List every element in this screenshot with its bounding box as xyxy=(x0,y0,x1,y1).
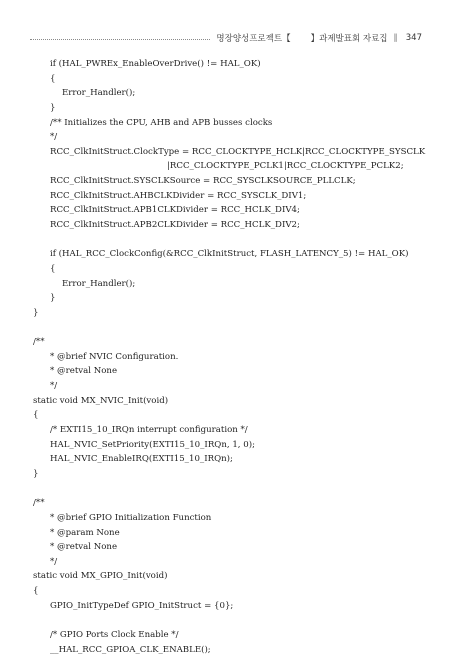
code-line: if (HAL_RCC_ClockConfig(&RCC_ClkInitStruct, FLASH_LATENCY_5) != HAL_OK) xyxy=(50,249,409,260)
header-title-right: 】과제발표회 자료집 xyxy=(310,34,388,44)
code-line: if (HAL_PWREx_EnableOverDrive() != HAL_OK) xyxy=(50,59,261,69)
code-line: /** xyxy=(33,337,45,348)
code-line: RCC_ClkInitStruct.AHBCLKDivider = RCC_SYSCLK_DIV1; xyxy=(50,190,307,201)
code-line: } xyxy=(33,307,39,318)
code-line: /* GPIO Ports Clock Enable */ xyxy=(50,629,179,640)
code-line: * @retval None xyxy=(50,366,118,377)
code-line: HAL_NVIC_EnableIRQ(EXTI15_10_IRQn); xyxy=(50,454,233,465)
code-line xyxy=(33,613,433,628)
header-separator: ∥ xyxy=(393,33,398,43)
code-line: /** xyxy=(33,498,45,509)
code-line: */ xyxy=(50,381,58,392)
code-line: { xyxy=(33,410,39,421)
code-line: RCC_ClkInitStruct.APB1CLKDivider = RCC_HCLK_DIV4; xyxy=(50,205,300,216)
code-line: GPIO_InitTypeDef GPIO_InitStruct = {0}; xyxy=(50,600,234,611)
code-line: /** Initializes the CPU, AHB and APB busses clocks xyxy=(50,117,273,128)
code-line: * @param None xyxy=(50,527,120,538)
code-line: static void MX_NVIC_Init(void) xyxy=(33,395,169,406)
code-line: RCC_ClkInitStruct.APB2CLKDivider = RCC_HCLK_DIV2; xyxy=(50,220,300,231)
code-line xyxy=(33,321,433,336)
code-line: { xyxy=(50,73,56,84)
code-line: Error_Handler(); xyxy=(62,278,136,289)
code-listing xyxy=(33,57,433,657)
code-line: RCC_ClkInitStruct.SYSCLKSource = RCC_SYSCLKSOURCE_PLLCLK; xyxy=(50,176,356,187)
code-line: } xyxy=(50,293,56,304)
code-line: */ xyxy=(50,132,58,143)
code-line: Error_Handler(); xyxy=(62,88,136,99)
code-line: * @brief NVIC Configuration. xyxy=(50,351,179,362)
code-line xyxy=(33,233,433,248)
code-line: |RCC_CLOCKTYPE_PCLK1|RCC_CLOCKTYPE_PCLK2; xyxy=(167,161,404,172)
header-title-left: 명장양성프로젝트【 xyxy=(216,34,291,44)
page-number: 347 xyxy=(405,33,422,43)
code-line: { xyxy=(50,263,56,274)
code-line: } xyxy=(50,102,56,113)
code-line: * @brief GPIO Initialization Function xyxy=(50,512,212,523)
header-leader-dots xyxy=(30,39,210,40)
code-line: HAL_NVIC_SetPriority(EXTI15_10_IRQn, 1, 0); xyxy=(50,439,255,450)
code-line: static void MX_GPIO_Init(void) xyxy=(33,571,168,582)
code-line: */ xyxy=(50,556,58,567)
code-line: { xyxy=(33,586,39,597)
code-line: __HAL_RCC_GPIOA_CLK_ENABLE(); xyxy=(50,644,211,655)
code-line: } xyxy=(33,468,39,479)
code-line: /* EXTI15_10_IRQn interrupt configuration */ xyxy=(50,425,248,436)
code-line: * @retval None xyxy=(50,542,118,553)
code-line xyxy=(33,482,433,497)
code-line: RCC_ClkInitStruct.ClockType = RCC_CLOCKTYPE_HCLK|RCC_CLOCKTYPE_SYSCLK xyxy=(50,146,426,157)
page-header xyxy=(30,31,422,45)
